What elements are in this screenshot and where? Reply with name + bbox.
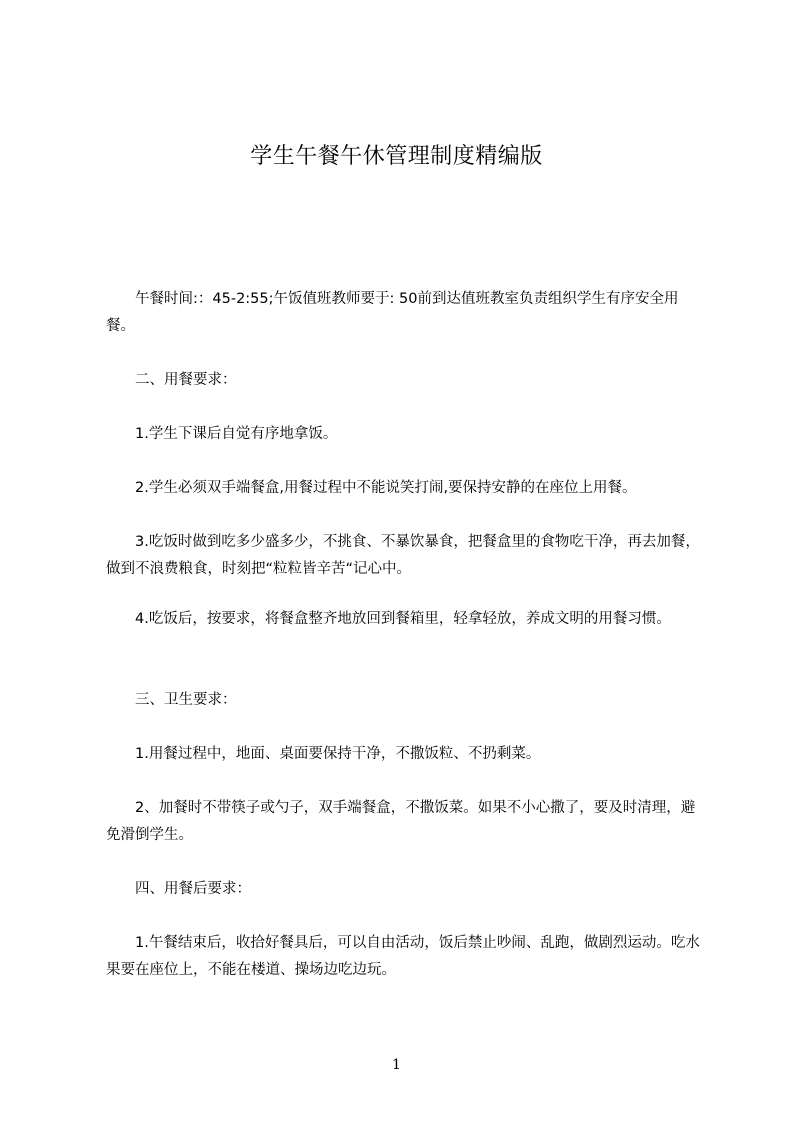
paragraph-lunch-time: 午餐时间:：45-2:55;午饭值班教师要于: 50前到达值班教室负责组织学生有序安全用餐。 xyxy=(106,291,679,334)
page-number: 1 xyxy=(392,1057,401,1073)
paragraph-item: 1.用餐过程中，地面、桌面要保持干净，不撒饭粒、不扔剩菜。 xyxy=(106,746,541,762)
heading-dining-requirements: 二、用餐要求： xyxy=(106,372,237,388)
paragraph-item: 3.吃饭时做到吃多少盛多少，不挑食、不暴饮暴食，把餐盒里的食物吃干净，再去加餐，做到不浪费粮食，时刻把“粒粒皆辛苦“记心中。 xyxy=(106,534,700,577)
paragraph-item: 2、加餐时不带筷子或勺子，双手端餐盒，不撒饭菜。如果不小心撒了，要及时清理，避免滑倒学生。 xyxy=(106,800,696,843)
heading-hygiene-requirements: 三、卫生要求： xyxy=(106,692,237,708)
page-title: 学生午餐午休管理制度精编版 xyxy=(250,144,543,169)
paragraph-item: 1.午餐结束后，收拾好餐具后，可以自由活动，饭后禁止吵闹、乱跑，做剧烈运动。吃水果要在座位上，不能在楼道、操场边吃边玩。 xyxy=(106,935,700,978)
paragraph-item: 1.学生下课后自觉有序地拿饭。 xyxy=(106,426,338,442)
heading-after-meal-requirements: 四、用餐后要求： xyxy=(106,881,251,897)
paragraph-item: 4.吃饭后，按要求，将餐盒整齐地放回到餐箱里，轻拿轻放，养成文明的用餐习惯。 xyxy=(106,611,671,627)
paragraph-item: 2.学生必须双手端餐盒,用餐过程中不能说笑打闹,要保持安静的在座位上用餐。 xyxy=(106,480,637,496)
